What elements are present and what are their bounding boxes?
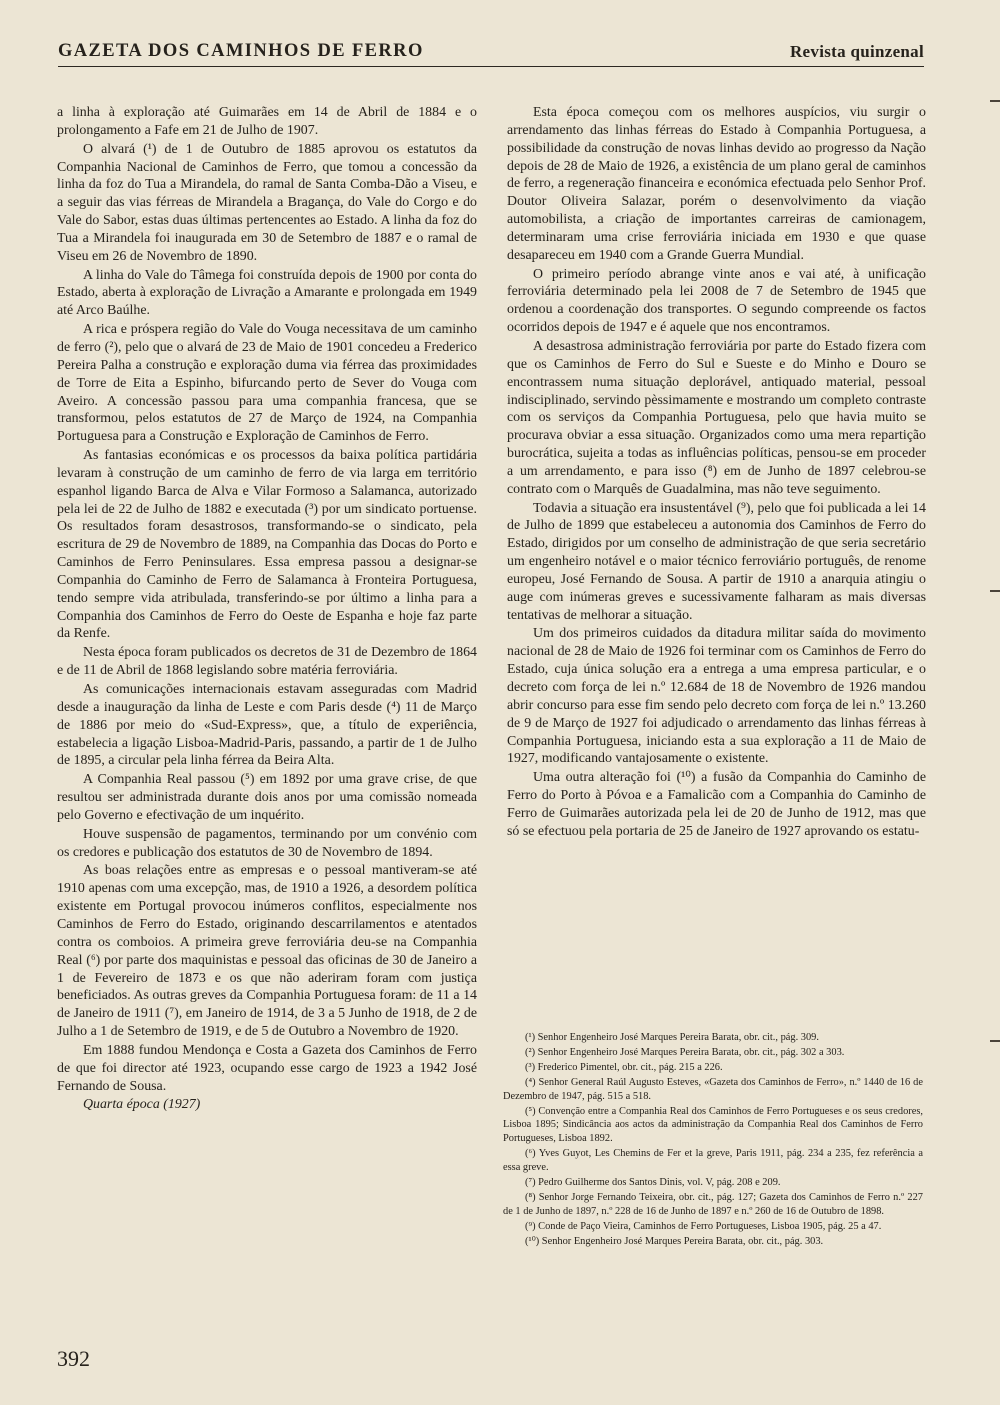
binding-mark xyxy=(990,1040,1000,1042)
footnote: (⁵) Convenção entre a Companhia Real dos Caminhos de Ferro Portugueses e os seus credores, Lisboa 1895; Sindicância aos actos da administração da Companhia Real dos Caminhos de Ferro Portugueses, Lisboa 1892. xyxy=(503,1105,923,1145)
footnote: (¹) Senhor Engenheiro José Marques Pereira Barata, obr. cit., pág. 309. xyxy=(525,1032,819,1043)
journal-title: GAZETA DOS CAMINHOS DE FERRO xyxy=(58,41,424,61)
left-column xyxy=(57,104,477,1115)
paragraph: Em 1888 fundou Mendonça e Costa a Gazeta dos Caminhos de Ferro de que foi director até 1923, ocupando esse cargo de 1923 a 1942 José Fernando de Sousa. xyxy=(57,1042,477,1094)
page-number: 392 xyxy=(57,1346,90,1371)
footnote: (⁶) Yves Guyot, Les Chemins de Fer et la greve, Paris 1911, pág. 234 a 235, fez referência a essa greve. xyxy=(503,1148,923,1174)
paragraph: Nesta época foram publicados os decretos de 31 de Dezembro de 1864 e de 11 de Abril de 1868 legislando sobre matéria ferroviária. xyxy=(57,645,477,679)
paragraph: a linha à exploração até Guimarães em 14 de Abril de 1884 e o prolongamento a Fafe em 21 de Julho de 1907. xyxy=(57,105,477,138)
footnote: (²) Senhor Engenheiro José Marques Pereira Barata, obr. cit., pág. 302 a 303. xyxy=(525,1046,845,1058)
footnotes xyxy=(503,1031,923,1250)
paragraph: Houve suspensão de pagamentos, terminando por um convénio com os credores e publicação dos estatutos de 30 de Novembro de 1894. xyxy=(57,826,477,860)
paragraph: Esta época começou com os melhores auspícios, viu surgir o arrendamento das linhas férreas do Estado à Companhia Portuguesa, a possibilidade da construção de novas linhas devido ao progresso da Nação depois de 28 de Maio de 1926, a existência de um plano geral de caminhos de ferro, a regeneração financeira e económica efectuada pelo Senhor Prof. Doutor Oliveira Salazar, porém o desenvolvimento da viação automobilista, a criação de importantes carreiras de camionagem, determinaram uma crise ferroviária iniciada em 1930 e que quase desapareceu em 1940 com a Grande Guerra Mundial. xyxy=(507,105,926,263)
paragraph: As comunicações internacionais estavam asseguradas com Madrid desde a inauguração da linha de Leste e com Paris desde (⁴) 11 de Março de 1886 por meio do «Sud-Express», que, a título de experiência, estabelecia a ligação Lisboa-Madrid-Paris, passando, a partir de 1 de Julho de 1895, a circular pela linha férrea da Beira Alta. xyxy=(57,682,477,769)
paragraph: A desastrosa administração ferroviária por parte do Estado fizera com que os Caminhos de Ferro do Sul e Sueste e do Minho e Douro se encontrassem numa situação deplorável, antiquado material, pessoal indisciplinado, servindo pèssimamente e mostrando um completo contraste com os serviços da Companhia Portuguesa, pelo que havia muito se procurava obviar a essa situação. Organizados como uma mera repartição burocrática, sujeita a todas as influências políticas, pensou-se em proceder a um arrendamento, e para isso (⁸) em de Junho de 1897 celebrou-se contrato com o Marquês de Guadalmina, mas não teve seguimento. xyxy=(507,338,926,497)
paragraph: As fantasias económicas e os processos da baixa política partidária levaram à construção de um caminho de ferro de via larga em território espanhol ligando Barca de Alva e Vilar Formoso a Salamanca, autorizado pela lei de 22 de Julho de 1882 e executada (³) por um sindicato portuense. Os resultados foram desastrosos, transformando-se o sindicato, pela escritura de 29 de Novembro de 1889, na Companhia das Docas do Porto e Caminhos de Ferro Peninsulares. Essa empresa passou a designar-se Companhia do Caminho de Ferro de Salamanca à Fronteira Portuguesa, tendo sempre vida atribulada, transferindo-se por último a linha para a Companhia dos Caminhos de Ferro do Oeste de Espanha e hoje faz parte da Renfe. xyxy=(57,448,477,642)
footnote: (⁷) Pedro Guilherme dos Santos Dinis, vol. V, pág. 208 e 209. xyxy=(525,1177,781,1189)
paragraph: Uma outra alteração foi (¹⁰) a fusão da Companhia do Caminho de Ferro do Porto à Póvoa e a Famalicão com a Companhia do Caminho de Ferro de Guimarães autorizada pela lei de 20 de Junho de 1912, mas que só se efectuou pela portaria de 25 de Janeiro de 1927 aprovando os estatu- xyxy=(507,770,926,839)
paragraph: Todavia a situação era insustentável (⁹), pelo que foi publicada a lei 14 de Julho de 1899 que estabeleceu a autonomia dos Caminhos de Ferro do Estado, dirigidos por um conselho de administração de que seria secretário um engenheiro notável e o maior técnico ferroviário português, de renome europeu, José Fernando de Sousa. A partir de 1910 a anarquia atingiu o auge com inúmeras greves e sucessivamente falharam as mais diversas tentativas de melhorar a situação. xyxy=(507,500,926,623)
section-heading: Quarta época (1927) xyxy=(83,1097,201,1113)
footnote: (⁹) Conde de Paço Vieira, Caminhos de Ferro Portugueses, Lisboa 1905, pág. 25 a 47. xyxy=(525,1220,882,1232)
page-header xyxy=(58,40,924,67)
paragraph: A Companhia Real passou (⁵) em 1892 por uma grave crise, de que resultou ser administrada durante dois anos por uma comissão nomeada pelo Governo e efectivação de um inquérito. xyxy=(57,772,477,823)
binding-mark xyxy=(990,100,1000,102)
journal-subtitle: Revista quinzenal xyxy=(789,42,924,61)
paragraph: O primeiro período abrange vinte anos e vai até, à unificação ferroviária determinado pela lei 2008 de 7 de Setembro de 1945 que ordenou a coordenação dos transportes. O segundo compreende os factos ocorridos depois de 1947 e é aquele que nos encontramos. xyxy=(507,266,926,336)
binding-mark xyxy=(990,590,1000,592)
paragraph: A linha do Vale do Tâmega foi construída depois de 1900 por conta do Estado, aberta à exploração de Livração a Amarante e prolongada em 1949 até Arco Baúlhe. xyxy=(57,267,477,319)
footnote: (⁴) Senhor General Raúl Augusto Esteves, «Gazeta dos Caminhos de Ferro», n.º 1440 de 16 de Dezembro de 1947, pág. 515 a 518. xyxy=(503,1076,923,1102)
footnote: (⁸) Senhor Jorge Fernando Teixeira, obr. cit., pág. 127; Gazeta dos Caminhos de Ferro n.º 227 de 1 de Junho de 1897, n.º 228 de 16 de Junho de 1897 e n.º 260 de 16 de Outubro de 1898. xyxy=(503,1191,923,1217)
right-column xyxy=(507,104,926,842)
paragraph: As boas relações entre as empresas e o pessoal mantiveram-se até 1910 apenas com uma excepção, mas, de 1910 a 1926, a desordem política existente em Portugal provocou inúmeros conflitos, especialmente nos Caminhos de Ferro do Estado, originando descarrilamentos e atentados contra os comboios. A primeira greve ferroviária deu-se na Companhia Real (⁶) por parte dos maquinistas e pessoal das oficinas de 30 de Janeiro a 1 de Fevereiro de 1873 e os que não aderiram foram com justiça beneficiados. As outras greves da Companhia Portuguesa foram: de 11 a 14 de Janeiro de 1911 (⁷), em Janeiro de 1914, de 3 a 5 Junho de 1918, de 2 de Julho a 1 de Setembro de 1919, e de 5 de Outubro a Novembro de 1920. xyxy=(57,863,477,1040)
paragraph: A rica e próspera região do Vale do Vouga necessitava de um caminho de ferro (²), pelo que o alvará de 23 de Maio de 1901 concedeu a Frederico Pereira Palha a construção e exploração duma via férrea das proximidades de Torre de Eita a Espinho, bifurcando perto de Sever do Vouga com Aveiro. A concessão passou para uma companhia francesa, que se transformou, pelos estatutos de 27 de Março de 1924, na Companhia Portuguesa para a Construção e Exploração de Caminhos de Ferro. xyxy=(57,322,477,445)
footnote: (¹⁰) Senhor Engenheiro José Marques Pereira Barata, obr. cit., pág. 303. xyxy=(525,1235,824,1247)
paragraph: O alvará (¹) de 1 de Outubro de 1885 aprovou os estatutos da Companhia Nacional de Caminhos de Ferro, que tomou a concessão da linha da foz do Tua a Mirandela, do ramal de Santa Comba-Dão a Viseu, e a seguir das vias férreas de Mirandela a Bragança, do Vale do Corgo e do Vale do Sabor, estas duas últimas pertencentes ao Estado. A linha da foz do Tua a Mirandela foi inaugurada em 30 de Setembro de 1887 e o ramal de Viseu em 26 de Novembro de 1890. xyxy=(57,141,477,264)
footnote: (³) Frederico Pimentel, obr. cit., pág. 215 a 226. xyxy=(525,1061,723,1073)
paragraph: Um dos primeiros cuidados da ditadura militar saída do movimento nacional de 28 de Maio de 1926 foi terminar com os Caminhos de Ferro do Estado, cuja única solução era a entrega a uma empresa particular, e o decreto com força de lei n.º 12.684 de 18 de Novembro de 1926 mandou abrir concurso para esse fim sendo pelo decreto com força de lei n.º 13.260 de 9 de Março de 1927 foi adjudicado o arrendamento das linhas férreas à Companhia Portuguesa, iniciando esta a sua exploração a 11 de Maio de 1927, modificando vantajosamente o existente. xyxy=(507,626,926,767)
